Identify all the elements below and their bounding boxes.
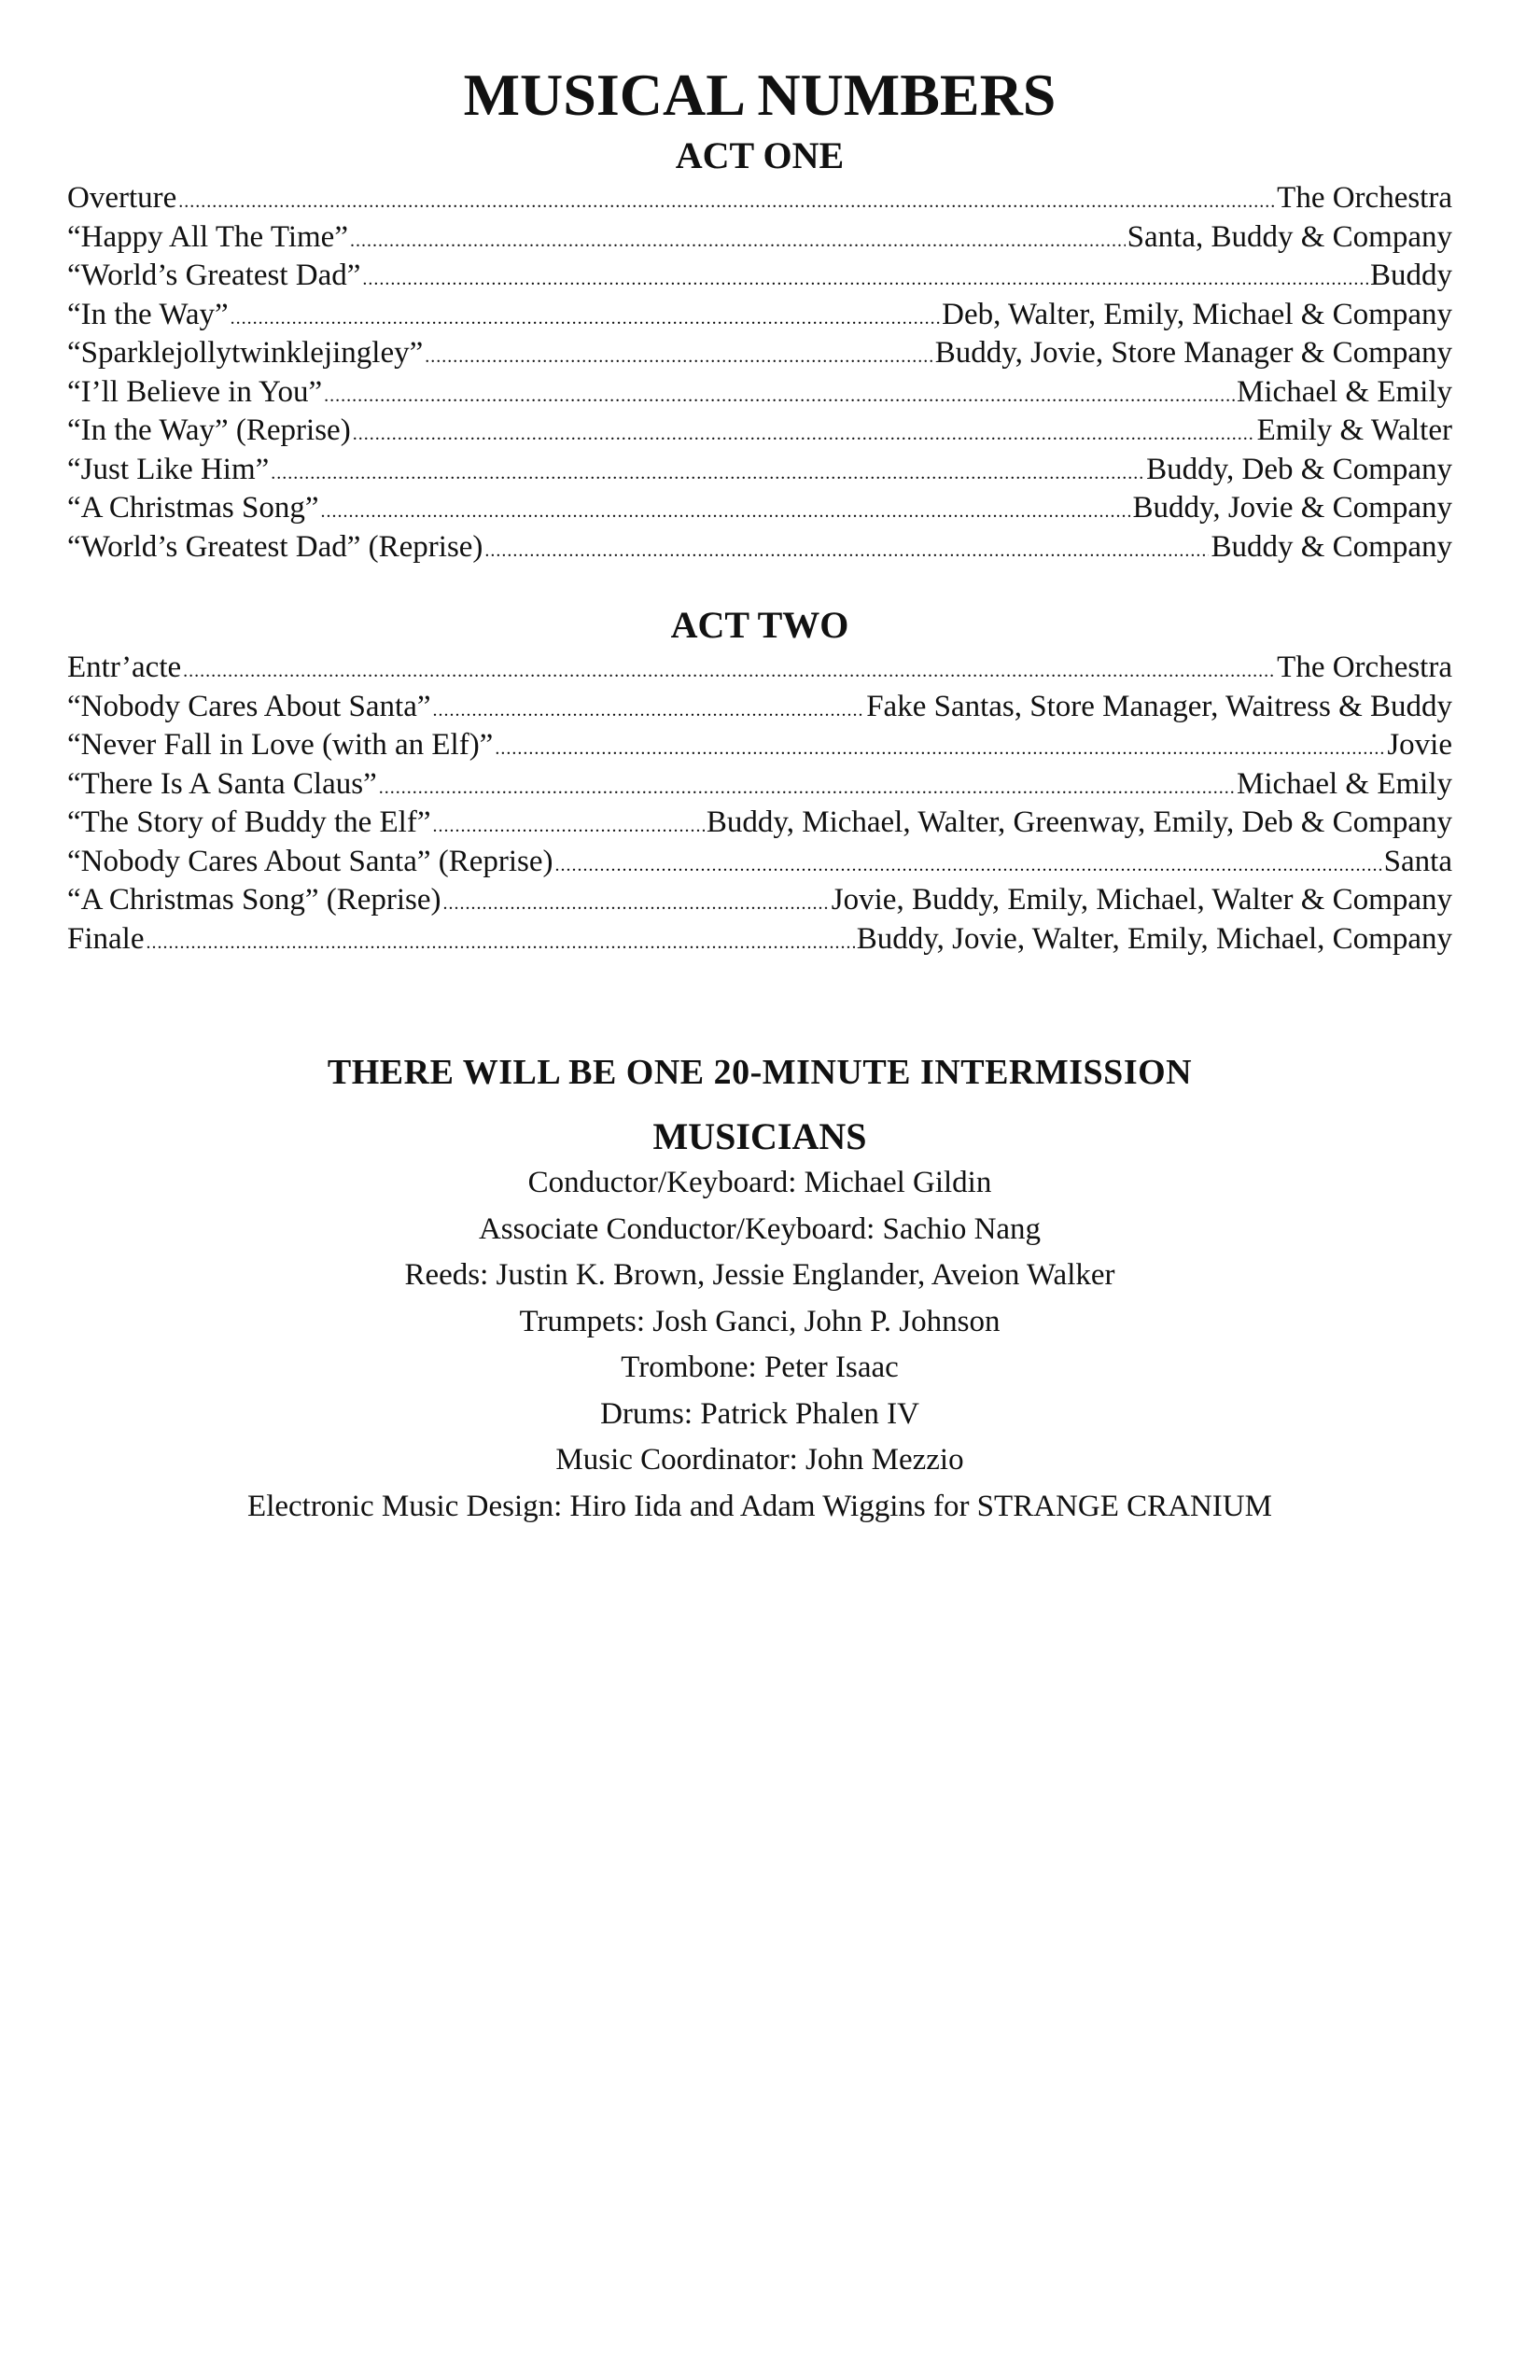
musicians-heading: MUSICIANS [652, 1115, 867, 1157]
song-title: Overture [67, 181, 177, 215]
song-title: “Sparklejollytwinklejingley” [67, 336, 424, 370]
song-row [67, 920, 1452, 959]
song-row [67, 179, 1452, 218]
song-row [67, 804, 1452, 843]
musician-credit: Drums: Patrick Phalen IV [600, 1396, 919, 1431]
song-performers: Buddy, Jovie, Store Manager & Company [934, 336, 1452, 370]
song-row [67, 489, 1452, 528]
song-title: “Happy All The Time” [67, 219, 348, 254]
dot-leader [433, 688, 865, 731]
song-row [67, 334, 1452, 373]
song-row [67, 688, 1452, 727]
song-performers: Michael & Emily [1237, 766, 1452, 801]
musicians-list [67, 1160, 1452, 1530]
song-row [67, 765, 1452, 805]
song-performers: Buddy, Jovie & Company [1132, 491, 1452, 525]
song-title: “World’s Greatest Dad” (Reprise) [67, 529, 483, 564]
song-row [67, 412, 1452, 451]
song-title: “I’ll Believe in You” [67, 374, 323, 409]
song-performers: Michael & Emily [1237, 374, 1452, 409]
song-title: “Never Fall in Love (with an Elf)” [67, 728, 494, 762]
dot-leader [362, 257, 1368, 300]
song-title: Finale [67, 921, 145, 956]
song-performers: Santa [1383, 844, 1452, 878]
dot-leader [555, 843, 1382, 886]
song-title: “Nobody Cares About Santa” [67, 689, 431, 723]
song-row [67, 218, 1452, 258]
song-row [67, 373, 1452, 413]
song-title: “Nobody Cares About Santa” (Reprise) [67, 844, 553, 878]
song-performers: Buddy, Michael, Walter, Greenway, Emily, Deb & Company [706, 805, 1452, 839]
song-performers: Buddy & Company [1211, 529, 1452, 564]
song-performers: Fake Santas, Store Manager, Waitress & Buddy [866, 689, 1452, 723]
dot-leader [484, 528, 1209, 571]
song-row [67, 528, 1452, 567]
song-performers: Jovie, Buddy, Emily, Michael, Walter & Company [831, 883, 1452, 917]
song-row [67, 296, 1452, 335]
song-performers: Buddy, Deb & Company [1146, 452, 1452, 486]
dot-leader [433, 804, 705, 847]
song-performers: Buddy, Jovie, Walter, Emily, Michael, Company [856, 921, 1452, 956]
dot-leader [183, 649, 1275, 692]
song-row [67, 451, 1452, 490]
intermission-notice: THERE WILL BE ONE 20-MINUTE INTERMISSION [327, 1053, 1193, 1092]
song-title: “The Story of Buddy the Elf” [67, 805, 431, 839]
song-performers: The Orchestra [1277, 181, 1452, 215]
song-title: “A Christmas Song” [67, 491, 319, 525]
page-title: MUSICAL NUMBERS [463, 62, 1057, 128]
song-performers: Santa, Buddy & Company [1127, 219, 1452, 254]
dot-leader [178, 179, 1275, 222]
song-row [67, 257, 1452, 296]
dot-leader [443, 881, 830, 924]
act-one-song-list [67, 179, 1452, 567]
song-title: “There Is A Santa Claus” [67, 766, 377, 801]
musician-credit: Conductor/Keyboard: Michael Gildin [527, 1166, 992, 1199]
program-page [67, 58, 1452, 1530]
song-performers: Emily & Walter [1256, 413, 1452, 447]
song-performers: Buddy [1369, 259, 1452, 292]
musician-credit: Music Coordinator: John Mezzio [555, 1443, 964, 1477]
act-one-heading: ACT ONE [675, 134, 845, 176]
dot-leader [324, 373, 1235, 416]
song-performers: Jovie [1387, 728, 1452, 762]
song-title: “In the Way” [67, 297, 229, 331]
dot-leader [321, 489, 1131, 532]
dot-leader [146, 920, 854, 963]
song-title: “A Christmas Song” (Reprise) [67, 883, 441, 917]
dot-leader [495, 726, 1385, 769]
song-row [67, 649, 1452, 688]
song-title: “In the Way” (Reprise) [67, 413, 351, 447]
song-row [67, 881, 1452, 920]
act-two-heading: ACT TWO [670, 604, 849, 646]
song-performers: Deb, Walter, Emily, Michael & Company [942, 297, 1452, 331]
dot-leader [425, 334, 933, 377]
song-performers: The Orchestra [1277, 651, 1452, 684]
musician-credit: Associate Conductor/Keyboard: Sachio Nang [478, 1211, 1042, 1246]
dot-leader [379, 765, 1235, 808]
act-two-song-list [67, 649, 1452, 959]
musician-credit: Electronic Music Design: Hiro Iida and Adam Wiggins for STRANGE CRANIUM [247, 1489, 1272, 1523]
song-row [67, 843, 1452, 882]
song-title: “World’s Greatest Dad” [67, 259, 361, 292]
dot-leader [353, 412, 1255, 455]
dot-leader [271, 451, 1144, 494]
song-title: Entr’acte [67, 651, 182, 684]
dot-leader [350, 218, 1126, 261]
musician-credit: Trumpets: Josh Ganci, John P. Johnson [519, 1304, 1001, 1338]
musician-credit: Trombone: Peter Isaac [621, 1351, 899, 1384]
song-row [67, 726, 1452, 765]
musician-credit: Reeds: Justin K. Brown, Jessie Englander, Aveion Walker [404, 1258, 1115, 1292]
song-title: “Just Like Him” [67, 452, 270, 486]
dot-leader [231, 296, 941, 339]
